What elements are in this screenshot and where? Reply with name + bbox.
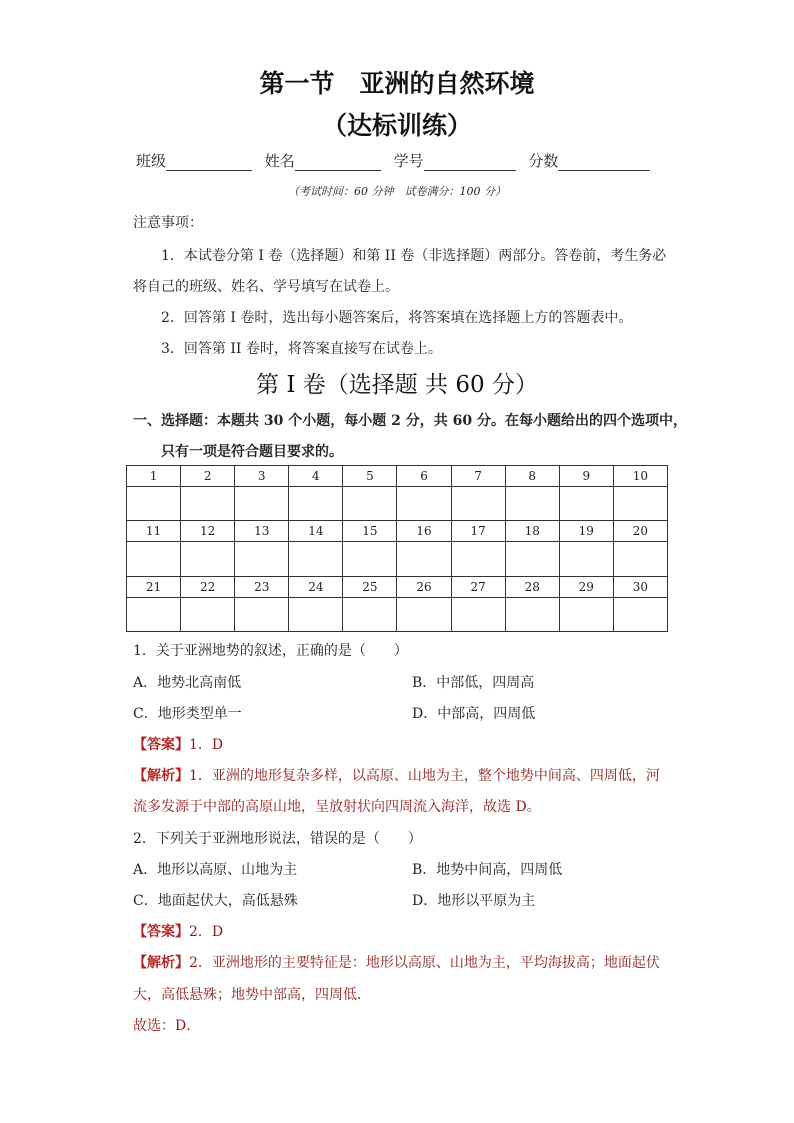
q2-analysis-text: 2．亚洲地形的主要特征是：地形以高原、山地为主，平均海拔高；地面起伏 bbox=[189, 955, 660, 971]
q2-option-d: D．地形以平原为主 bbox=[412, 893, 536, 909]
answer-cell[interactable] bbox=[505, 542, 559, 576]
note-item-1-line-2: 将自己的班级、姓名、学号填写在试卷上。 bbox=[133, 279, 399, 295]
q2-option-c: C．地面起伏大，高低悬殊 bbox=[133, 893, 298, 909]
q2-analysis-line-2: 大，高低悬殊；地势中部高，四周低． bbox=[133, 987, 371, 1003]
answer-cell[interactable] bbox=[559, 597, 613, 631]
name-label: 姓名 bbox=[264, 152, 295, 170]
name-blank bbox=[295, 154, 381, 171]
answer-cell[interactable] bbox=[451, 487, 505, 521]
answer-cell[interactable] bbox=[397, 487, 451, 521]
q2-answer-value: 2．D bbox=[189, 924, 224, 940]
note-item-2: 2．回答第 I 卷时，选出每小题答案后，将答案填在选择题上方的答题表中。 bbox=[161, 310, 633, 326]
answer-grid-number: 6 bbox=[397, 466, 451, 487]
answer-tag: 【答案】 bbox=[133, 924, 189, 940]
notes-heading: 注意事项： bbox=[133, 215, 203, 231]
answer-grid-number: 2 bbox=[181, 466, 235, 487]
section-title: 第 I 卷（选择题 共 60 分） bbox=[256, 372, 538, 398]
q2-stem: 2．下列关于亚洲地形说法，错误的是（ ） bbox=[133, 831, 422, 847]
analysis-tag: 【解析】 bbox=[133, 955, 189, 971]
answer-grid-number: 25 bbox=[343, 576, 397, 597]
answer-grid-number: 29 bbox=[559, 576, 613, 597]
answer-cell[interactable] bbox=[343, 597, 397, 631]
note-item-3: 3．回答第 II 卷时，将答案直接写在试卷上。 bbox=[161, 341, 442, 357]
answer-grid-number: 9 bbox=[559, 466, 613, 487]
q1-option-b: B．中部低，四周高 bbox=[412, 675, 535, 691]
answer-grid-number: 27 bbox=[451, 576, 505, 597]
answer-cell[interactable] bbox=[505, 487, 559, 521]
answer-cell[interactable] bbox=[505, 597, 559, 631]
instruction-line-2: 只有一项是符合题目要求的。 bbox=[161, 444, 343, 460]
answer-grid-number: 10 bbox=[613, 466, 667, 487]
answer-grid-number: 17 bbox=[451, 521, 505, 542]
answer-grid-number-row bbox=[127, 466, 668, 487]
answer-cell[interactable] bbox=[559, 487, 613, 521]
page-subtitle: （达标训练） bbox=[321, 111, 472, 140]
answer-cell[interactable] bbox=[289, 487, 343, 521]
answer-grid bbox=[126, 465, 668, 632]
answer-cell[interactable] bbox=[127, 542, 181, 576]
answer-grid-number: 28 bbox=[505, 576, 559, 597]
page-title: 第一节 亚洲的自然环境 bbox=[259, 69, 535, 98]
answer-grid-number: 11 bbox=[127, 521, 181, 542]
answer-grid-answer-row bbox=[127, 487, 668, 521]
answer-grid-number: 24 bbox=[289, 576, 343, 597]
class-blank bbox=[166, 154, 252, 171]
q2-option-a: A．地形以高原、山地为主 bbox=[133, 862, 298, 878]
answer-cell[interactable] bbox=[559, 542, 613, 576]
answer-grid-number: 20 bbox=[613, 521, 667, 542]
answer-grid-number: 13 bbox=[235, 521, 289, 542]
q2-conclusion: 故选：D． bbox=[133, 1018, 201, 1034]
answer-cell[interactable] bbox=[181, 542, 235, 576]
student-id-label: 学号 bbox=[393, 152, 424, 170]
answer-grid-number: 15 bbox=[343, 521, 397, 542]
score-blank bbox=[558, 154, 650, 171]
answer-cell[interactable] bbox=[235, 487, 289, 521]
answer-grid-number: 5 bbox=[343, 466, 397, 487]
student-id-blank bbox=[424, 154, 516, 171]
answer-grid-number-row bbox=[127, 576, 668, 597]
answer-grid-number: 19 bbox=[559, 521, 613, 542]
q1-analysis-text: 1．亚洲的地形复杂多样，以高原、山地为主，整个地势中间高、四周低，河 bbox=[189, 768, 660, 784]
answer-grid-number: 3 bbox=[235, 466, 289, 487]
answer-grid-answer-row bbox=[127, 542, 668, 576]
q1-analysis-line-1 bbox=[133, 765, 660, 785]
answer-grid-number: 1 bbox=[127, 466, 181, 487]
answer-grid-number: 4 bbox=[289, 466, 343, 487]
answer-grid-number: 14 bbox=[289, 521, 343, 542]
q1-answer bbox=[133, 734, 223, 754]
answer-cell[interactable] bbox=[181, 487, 235, 521]
answer-grid-number: 30 bbox=[613, 576, 667, 597]
answer-cell[interactable] bbox=[127, 597, 181, 631]
answer-cell[interactable] bbox=[127, 487, 181, 521]
q1-option-a: A．地势北高南低 bbox=[133, 675, 242, 691]
answer-cell[interactable] bbox=[289, 542, 343, 576]
answer-cell[interactable] bbox=[181, 597, 235, 631]
q2-answer bbox=[133, 921, 223, 941]
answer-cell[interactable] bbox=[289, 597, 343, 631]
answer-cell[interactable] bbox=[397, 597, 451, 631]
answer-cell[interactable] bbox=[613, 597, 667, 631]
answer-cell[interactable] bbox=[235, 597, 289, 631]
instruction-line-1: 一、选择题：本题共 30 个小题，每小题 2 分，共 60 分。在每小题给出的四个选项中， bbox=[133, 413, 687, 429]
answer-grid-number: 7 bbox=[451, 466, 505, 487]
q2-analysis-line-1 bbox=[133, 952, 660, 972]
answer-grid-number: 16 bbox=[397, 521, 451, 542]
answer-grid-answer-row bbox=[127, 597, 668, 631]
q1-option-d: D．中部高，四周低 bbox=[412, 706, 536, 722]
answer-cell[interactable] bbox=[235, 542, 289, 576]
answer-grid-number-row bbox=[127, 521, 668, 542]
q1-answer-value: 1．D bbox=[189, 737, 224, 753]
answer-grid-number: 22 bbox=[181, 576, 235, 597]
answer-cell[interactable] bbox=[451, 542, 505, 576]
answer-grid-number: 26 bbox=[397, 576, 451, 597]
answer-tag: 【答案】 bbox=[133, 737, 189, 753]
answer-grid-number: 12 bbox=[181, 521, 235, 542]
student-info-fields bbox=[136, 150, 650, 171]
answer-grid-number: 23 bbox=[235, 576, 289, 597]
q1-stem: 1．关于亚洲地势的叙述，正确的是（ ） bbox=[133, 643, 408, 659]
answer-cell[interactable] bbox=[613, 487, 667, 521]
q1-analysis-line-2: 流多发源于中部的高原山地，呈放射状向四周流入海洋，故选 D。 bbox=[133, 799, 541, 815]
score-label: 分数 bbox=[528, 152, 559, 170]
answer-cell[interactable] bbox=[343, 542, 397, 576]
class-label: 班级 bbox=[136, 152, 167, 170]
exam-info: （考试时间：60 分钟 试卷满分：100 分） bbox=[288, 185, 506, 198]
answer-cell[interactable] bbox=[451, 597, 505, 631]
note-item-1-line-1: 1．本试卷分第 I 卷（选择题）和第 II 卷（非选择题）两部分。答卷前，考生务必 bbox=[161, 248, 667, 264]
q1-option-c: C．地形类型单一 bbox=[133, 706, 242, 722]
answer-grid-number: 18 bbox=[505, 521, 559, 542]
analysis-tag: 【解析】 bbox=[133, 768, 189, 784]
answer-cell[interactable] bbox=[343, 487, 397, 521]
answer-cell[interactable] bbox=[397, 542, 451, 576]
q2-option-b: B．地势中间高，四周低 bbox=[412, 862, 563, 878]
answer-cell[interactable] bbox=[613, 542, 667, 576]
answer-grid-number: 8 bbox=[505, 466, 559, 487]
answer-grid-number: 21 bbox=[127, 576, 181, 597]
